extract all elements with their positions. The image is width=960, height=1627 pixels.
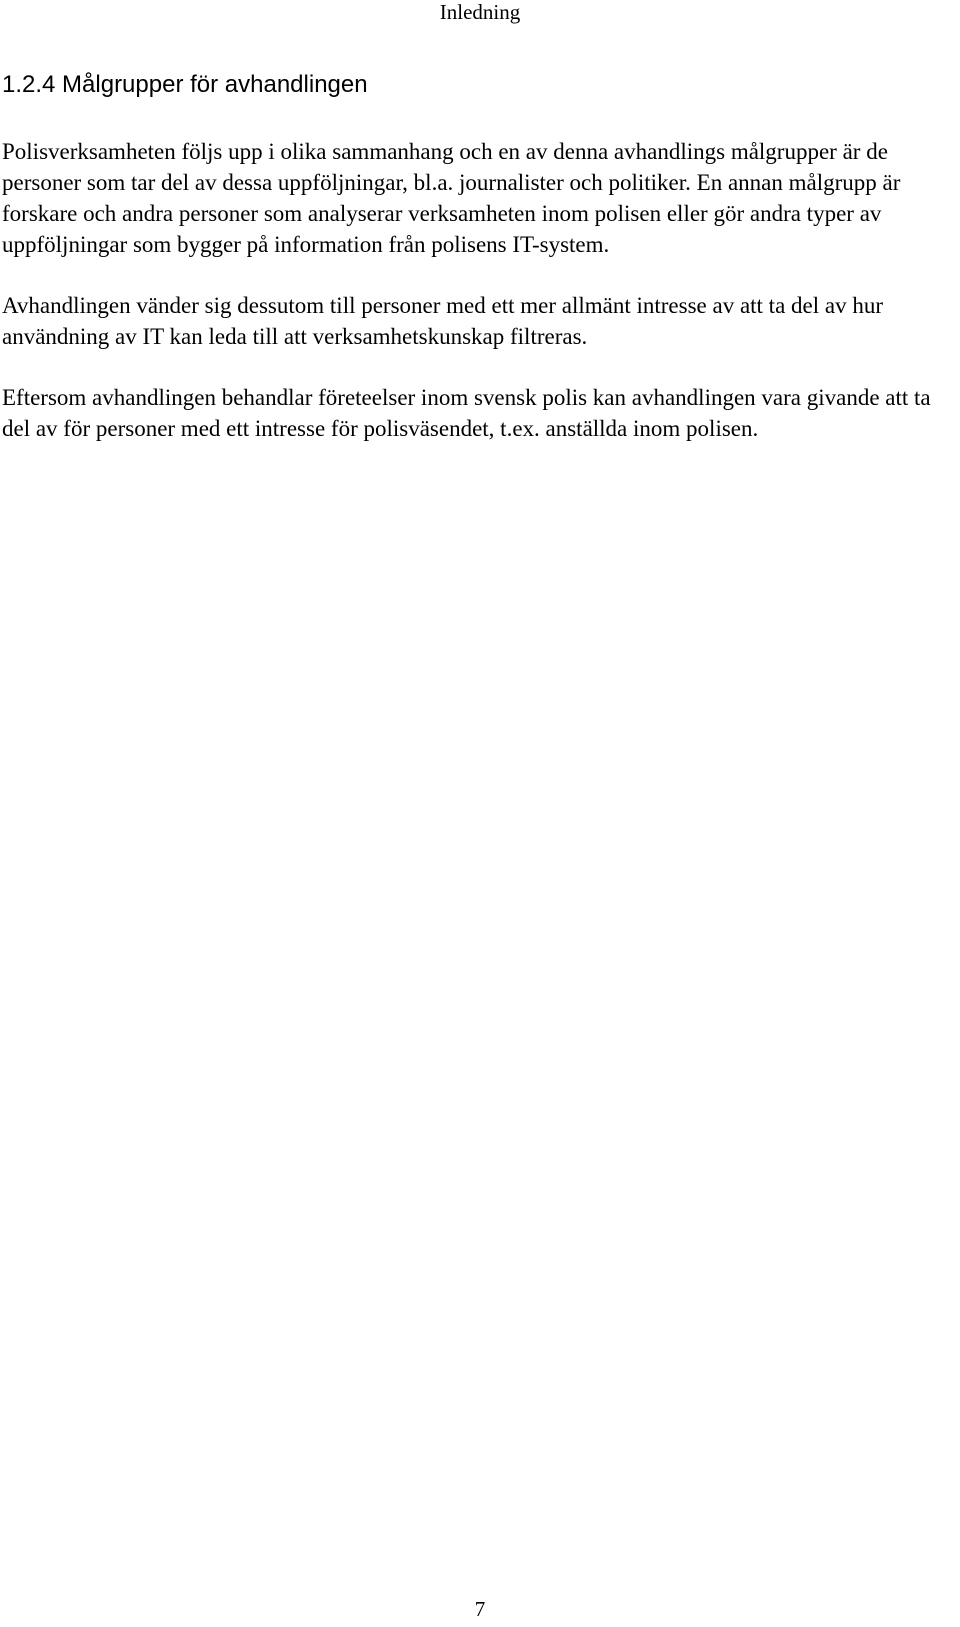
page-number: 7 [474, 1597, 486, 1621]
page-content [2, 70, 942, 474]
paragraph-general-interest: Avhandlingen vänder sig dessutom till personer med ett mer allmänt intresse av att ta del av hur användning av IT kan leda till att verksamhetskunskap filtreras. [2, 293, 883, 349]
paragraph-police-interest: Eftersom avhandlingen behandlar företeelser inom svensk polis kan avhandlingen vara givande att ta del av för personer med ett intresse för polisväsendet, t.ex. anställda inom polisen. [2, 385, 931, 441]
section-heading: 1.2.4 Målgrupper för avhandlingen [2, 71, 368, 98]
paragraph-target-groups: Polisverksamheten följs upp i olika sammanhang och en av denna avhandlings målgrupper är de personer som tar del av dessa uppföljningar, bl.a. journalister och politiker. En annan målgrupp är forskare och andra personer som analyserar verksamheten inom polisen eller gör andra typer av uppföljningar som bygger på information från polisens IT-system. [2, 139, 901, 257]
running-header: Inledning [439, 0, 521, 24]
